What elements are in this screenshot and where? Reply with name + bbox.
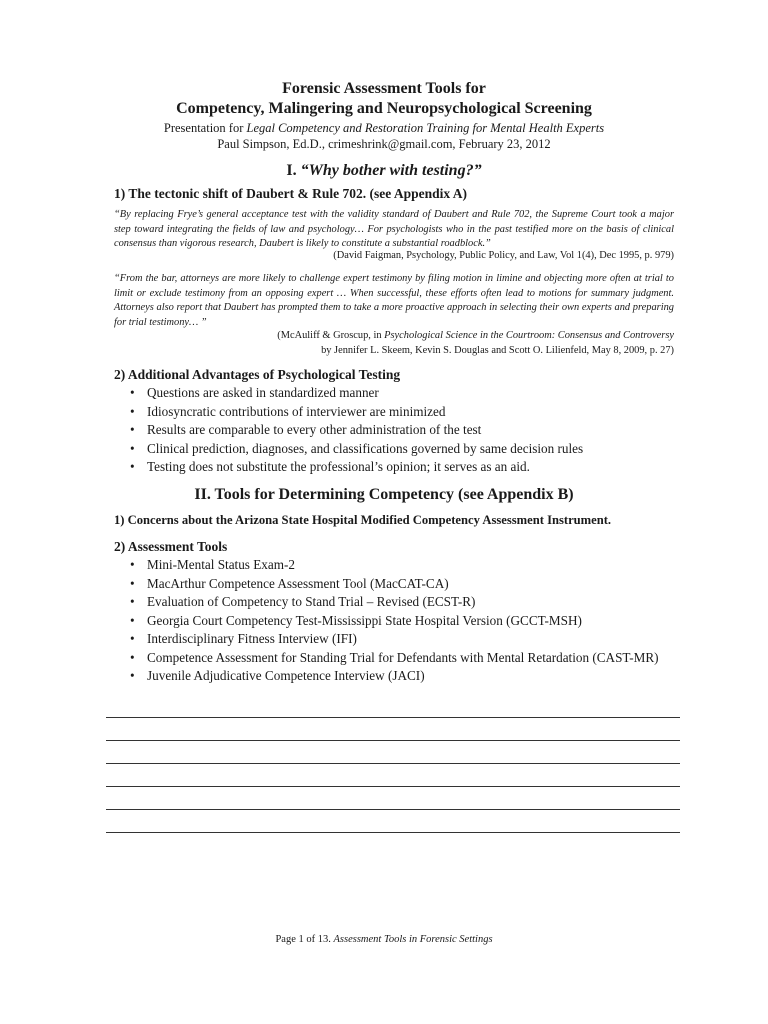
subheading-daubert: 1) The tectonic shift of Daubert & Rule 702. (see Appendix A) <box>114 186 467 201</box>
list-item <box>130 575 675 594</box>
notes-line <box>106 786 680 787</box>
list-item-text: Evaluation of Competency to Stand Trial – Revised (ECST-R) <box>147 594 476 609</box>
bullet-icon: • <box>130 649 135 665</box>
doc-title-line2: Competency, Malingering and Neuropsychological Screening <box>176 100 592 117</box>
list-item-text: Georgia Court Competency Test-Mississippi State Hospital Version (GCCT-MSH) <box>147 612 582 628</box>
list-item <box>130 384 583 403</box>
attribution-prefix: (McAuliff & Groscup, in <box>277 330 385 341</box>
attribution-book-title: Psychological Science in the Courtroom: Consensus and Controversy <box>384 330 674 341</box>
quote-mcauliff-attribution-line2: by Jennifer L. Skeem, Kevin S. Douglas and Scott O. Lilienfeld, May 8, 2009, p. 27) <box>321 345 674 356</box>
list-item <box>130 556 675 575</box>
section-1-title: “Why bother with testing?” <box>300 162 482 179</box>
bullet-icon: • <box>130 385 135 400</box>
list-item-text: Idiosyncratic contributions of interviewer are minimized <box>147 403 446 419</box>
bullet-icon: • <box>130 440 135 456</box>
quote-faigman-attribution: (David Faigman, Psychology, Public Policy, and Law, Vol 1(4), Dec 1995, p. 979) <box>333 250 674 261</box>
section-1-numeral: I. <box>286 162 301 179</box>
list-item-text: Interdisciplinary Fitness Interview (IFI) <box>147 631 357 646</box>
bullet-icon: • <box>130 575 135 591</box>
section-1-heading <box>0 162 768 180</box>
list-item <box>130 667 675 686</box>
list-item-text: Results are comparable to every other administration of the test <box>147 422 482 437</box>
page-footer <box>0 934 768 945</box>
presentation-prefix: Presentation for <box>163 121 247 135</box>
list-item <box>130 649 675 668</box>
notes-line <box>106 809 680 810</box>
list-item <box>130 593 675 612</box>
assessment-tools-list <box>130 556 675 686</box>
notes-line <box>106 717 680 718</box>
quote-mcauliff-attribution-line1 <box>277 330 674 341</box>
list-item <box>130 630 675 649</box>
list-item-text: Clinical prediction, diagnoses, and classifications governed by same decision rules <box>147 440 584 456</box>
quote-faigman: “By replacing Frye’s general acceptance test with the validity standard of Daubert and Rule 702, the Supreme Court took a major step toward integrating the fields of law and psychology… For psychologists who in the past testified more on the basis of clinical consensus than vigorous research, Daubert is likely to constitute a substantial roadblock.” <box>114 209 674 250</box>
list-item-text: Questions are asked in standardized manner <box>147 385 379 400</box>
list-item-text: Testing does not substitute the professional’s opinion; it serves as an aid. <box>147 459 530 474</box>
subheading-advantages: 2) Additional Advantages of Psychological Testing <box>114 367 401 382</box>
footer-title: Assessment Tools in Forensic Settings <box>333 934 493 945</box>
bullet-icon: • <box>130 594 135 609</box>
list-item-text: Competence Assessment for Standing Trial for Defendants with Mental Retardation (CAST-MR) <box>147 649 659 665</box>
subheading-arizona-concerns: 1) Concerns about the Arizona State Hospital Modified Competency Assessment Instrument. <box>114 513 612 527</box>
bullet-icon: • <box>130 668 135 683</box>
bullet-icon: • <box>130 422 135 437</box>
list-item <box>130 612 675 631</box>
bullet-icon: • <box>130 459 135 474</box>
presentation-line <box>0 121 768 136</box>
list-item-text: Juvenile Adjudicative Competence Interview (JACI) <box>147 668 425 683</box>
notes-line <box>106 740 680 741</box>
bullet-icon: • <box>130 557 135 572</box>
section-2-heading: II. Tools for Determining Competency (see Appendix B) <box>194 486 574 503</box>
page-number: Page 1 of 13. <box>275 934 331 945</box>
presentation-title: Legal Competency and Restoration Training for Mental Health Experts <box>246 121 605 135</box>
list-item <box>130 458 583 477</box>
notes-line <box>106 763 680 764</box>
list-item <box>130 440 583 459</box>
list-item <box>130 421 583 440</box>
list-item <box>130 403 583 422</box>
bullet-icon: • <box>130 403 135 419</box>
list-item-text: Mini-Mental Status Exam-2 <box>147 557 295 572</box>
bullet-icon: • <box>130 631 135 646</box>
list-item-text: MacArthur Competence Assessment Tool (MacCAT-CA) <box>147 575 449 591</box>
bullet-icon: • <box>130 612 135 628</box>
doc-title-line1: Forensic Assessment Tools for <box>282 80 486 97</box>
quote-mcauliff: “From the bar, attorneys are more likely to challenge expert testimony by filing motion in limine and objecting more often at trial to limit or exclude testimony from an opposing expert … When successful, these efforts often lead to motions for summary judgment. Attorneys also report that Daubert has prompted them to take a more proactive approach in selecting their own experts and preparing for trial testimony… ” <box>114 273 674 328</box>
subheading-assessment-tools: 2) Assessment Tools <box>114 539 228 554</box>
author-line: Paul Simpson, Ed.D., crimeshrink@gmail.com, February 23, 2012 <box>217 137 551 151</box>
notes-line <box>106 832 680 833</box>
advantages-list <box>130 384 583 477</box>
